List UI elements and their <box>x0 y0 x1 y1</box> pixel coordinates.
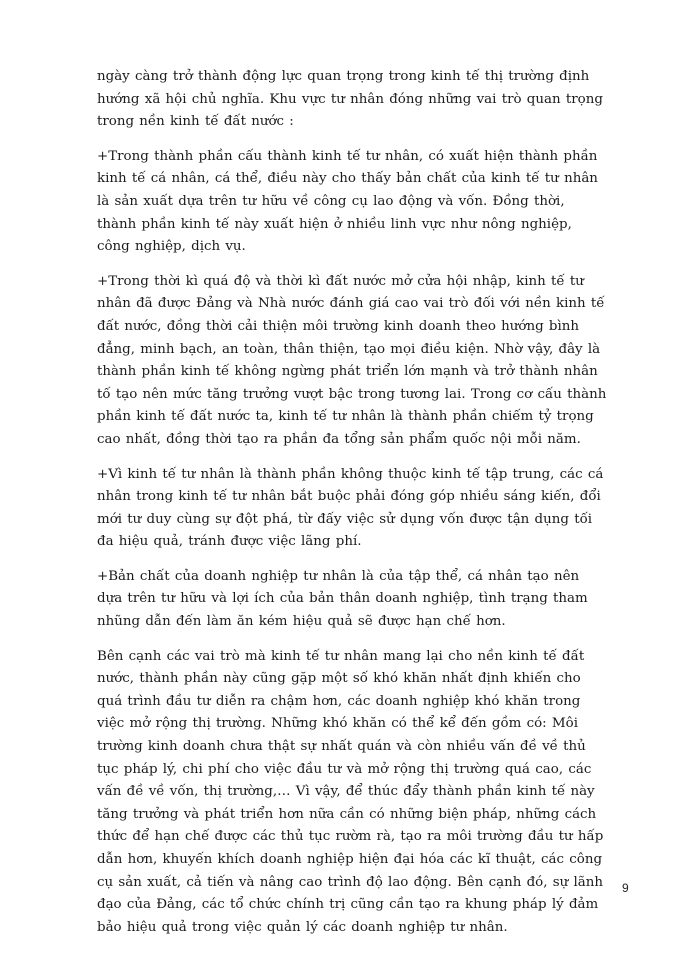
body-text <box>97 66 607 951</box>
page-number: 9 <box>622 881 629 895</box>
paragraph-individual-economy: +Trong thành phần cấu thành kinh tế tư nhân, có xuất hiện thành phần kinh tế cá nhân, cá thể, điều này cho thấy bản chất của kinh tế tư nhân là sản xuất dựa trên tư hữu về công cụ lao động và vốn. Đồng thời, thành phần kinh tế này xuất hiện ở nhiều linh vực như nông nghiệp, công nghiệp, dịch vụ. <box>97 148 598 255</box>
paragraph-difficulties: Bên cạnh các vai trò mà kinh tế tư nhân mang lại cho nền kinh tế đất nước, thành phần này cũng gặp một số khó khăn nhất định khiến cho quá trình đầu tư diễn ra chậm hơn, các doanh nghiệp khó khăn trong việc mở rộng thị trường. Những khó khăn có thể kể đến gồm có: Môi trường kinh doanh chưa thật sự nhất quán và còn nhiều vấn đề về thủ tục pháp lý, chi phí cho việc đầu tư và mở rộng thị trường quá cao, các vấn đề về vốn, thị trường,… Vì vậy, để thúc đẩy thành phần kinh tế này tăng trưởng và phát triển hơn nữa cần có những biện pháp, những cách thức để hạn chế được các thủ tục rườm rà, tạo ra môi trường đầu tư hấp dẫn hơn, khuyến khích doanh nghiệp hiện đại hóa các kĩ thuật, các công cụ sản xuất, cả tiến và nâng cao trình độ lao động. Bên cạnh đó, sự lãnh đạo của Đảng, các tổ chức chính trị cũng cần tạo ra khung pháp lý đảm bảo hiệu quả trong việc quản lý các doanh nghiệp tư nhân. <box>97 648 604 935</box>
paragraph-intro: ngày càng trở thành động lực quan trọng trong kinh tế thị trường định hướng xã hội chủ nghĩa. Khu vực tư nhân đóng những vai trò quan trọng trong nền kinh tế đất nước : <box>97 69 603 130</box>
paragraph-private-enterprise-nature: +Bản chất của doanh nghiệp tư nhân là của tập thể, cá nhân tạo nên dựa trên tư hữu và lợi ích của bản thân doanh nghiệp, tình trạng tham nhũng dẫn đến làm ăn kém hiệu quả sẽ được hạn chế hơn. <box>97 568 588 630</box>
paragraph-transition-period: +Trong thời kì quá độ và thời kì đất nước mở cửa hội nhập, kinh tế tư nhân đã được Đảng và Nhà nước đánh giá cao vai trò đối với nền kinh tế đất nước, đồng thời cải thiện môi trường kinh doanh theo hướng bình đẳng, minh bạch, an toàn, thân thiện, tạo mọi điều kiện. Nhờ vậy, đây là thành phần kinh tế không ngừng phát triển lớn mạnh và trở thành nhân tố tạo nên mức tăng trưởng vượt bậc trong tương lai. Trong cơ cấu thành phần kinh tế đất nước ta, kinh tế tư nhân là thành phần chiếm tỷ trọng cao nhất, đồng thời tạo ra phần đa tổng sản phẩm quốc nội mỗi năm. <box>97 273 607 447</box>
paragraph-innovation: +Vì kinh tế tư nhân là thành phần không thuộc kinh tế tập trung, các cá nhân trong kinh tế tư nhân bắt buộc phải đóng góp nhiều sáng kiến, đổi mới tư duy cùng sự đột phá, từ đấy việc sử dụng vốn được tận dụng tối đa hiệu quả, tránh được việc lãng phí. <box>97 466 604 550</box>
